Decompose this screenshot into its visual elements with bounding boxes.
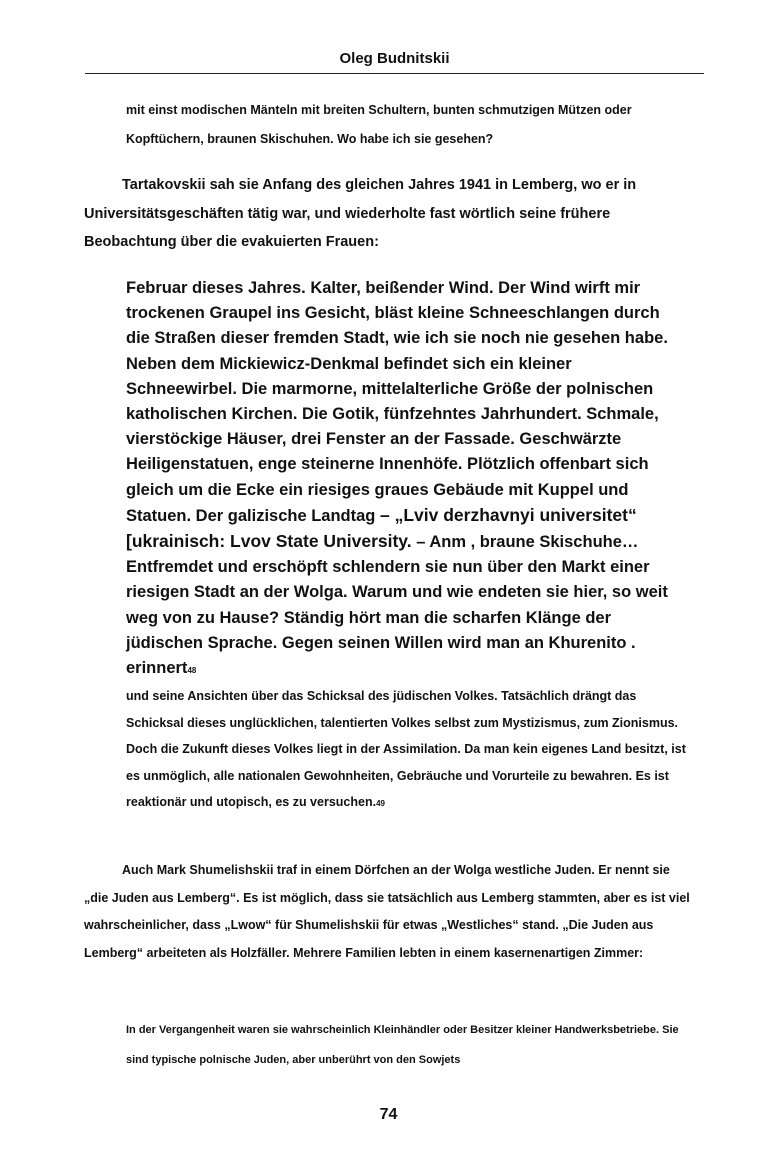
running-header: Oleg Budnitskii xyxy=(339,50,450,67)
footnote-ref-49[interactable]: 49 xyxy=(376,799,385,809)
block-quote-3: In der Vergangenheit waren sie wahrscheinlich Kleinhändler oder Besitzer kleiner Handwerksbetriebe. Sie sind typische polnische Juden, aber unberührt von den Sowjets xyxy=(126,1024,679,1066)
quote2-part-c: – Anm , braune Skischuhe… Entfremdet und erschöpft schlendern sie nun über den Markt einer riesigen Stadt an der Wolga. Warum und wie endeten sie hier, so weit weg von zu Hause? Ständig hört man die scharfen Klänge der jüdischen Sprache. Gegen seinen Willen wird man an Khurenito . erinnert xyxy=(126,533,668,678)
quote2-part-a: Februar dieses Jahres. Kalter, beißender Wind. Der Wind wirft mir trockenen Graupel ins Gesicht, bläst kleine Schneeschlangen durch die Straßen dieser fremden Stadt, wie ich sie noch nie gesehen habe. Neben dem Mickiewicz-Denkmal befindet sich ein kleiner Schneewirbel. Die marmorne, mittelalterliche Größe der polnischen katholischen Kirchen. Die Gotik, fünfzehntes Jahrhundert. Schmale, vierstöckige Häuser, drei Fenster an der Fassade. Geschwärzte Heiligenstatuen, enge steinerne Innenhöfe. Plötzlich offenbart sich gleich um die Ecke ein riesiges graues Gebäude mit Kuppel und Statuen. Der galizische Landtag xyxy=(126,279,668,525)
quote2-part-d: und seine Ansichten über das Schicksal des jüdischen Volkes. Tatsächlich drängt das Schicksal dieses unglücklichen, talentierten Volkes selbst zum Mystizismus, zum Zionismus. Doch die Zukunft dieses Volkes liegt in der Assimilation. Da man kein eigenes Land besitzt, ist es unmöglich, alle nationalen Gewohnheiten, Gebräuche und Vorurteile zu bewahren. Es ist reaktionär und utopisch, es zu versuchen. xyxy=(126,689,686,810)
quote2-continuation xyxy=(126,683,686,818)
page-number: 74 xyxy=(379,1106,398,1123)
header-rule xyxy=(85,73,704,74)
footnote-ref-48[interactable]: 48 xyxy=(187,666,197,676)
block-quote-2 xyxy=(126,276,686,818)
block-quote-1: mit einst modischen Mänteln mit breiten Schultern, bunten schmutzigen Mützen oder Kopftüchern, braunen Skischuhen. Wo habe ich sie gesehen? xyxy=(126,103,632,146)
paragraph-2: Auch Mark Shumelishskii traf in einem Dörfchen an der Wolga westliche Juden. Er nennt sie „die Juden aus Lemberg“. Es ist möglich, dass sie tatsächlich aus Lemberg stammten, aber es ist viel wahrscheinlicher, dass „Lwow“ für Shumelishskii für etwas „Westliches“ stand. „Die Juden aus Lemberg“ arbeiteten als Holzfäller. Mehrere Familien lebten in einem kasernenartigen Zimmer: xyxy=(84,863,690,960)
quote2-part-b: – „Lviv derzhavnyi universitet“ [ukrainisch: Lvov State University. xyxy=(126,504,637,552)
paragraph-1: Tartakovskii sah sie Anfang des gleichen Jahres 1941 in Lemberg, wo er in Universitätsgeschäften tätig war, und wiederholte fast wörtlich seine frühere Beobachtung über die evakuierten Frauen: xyxy=(84,177,637,250)
